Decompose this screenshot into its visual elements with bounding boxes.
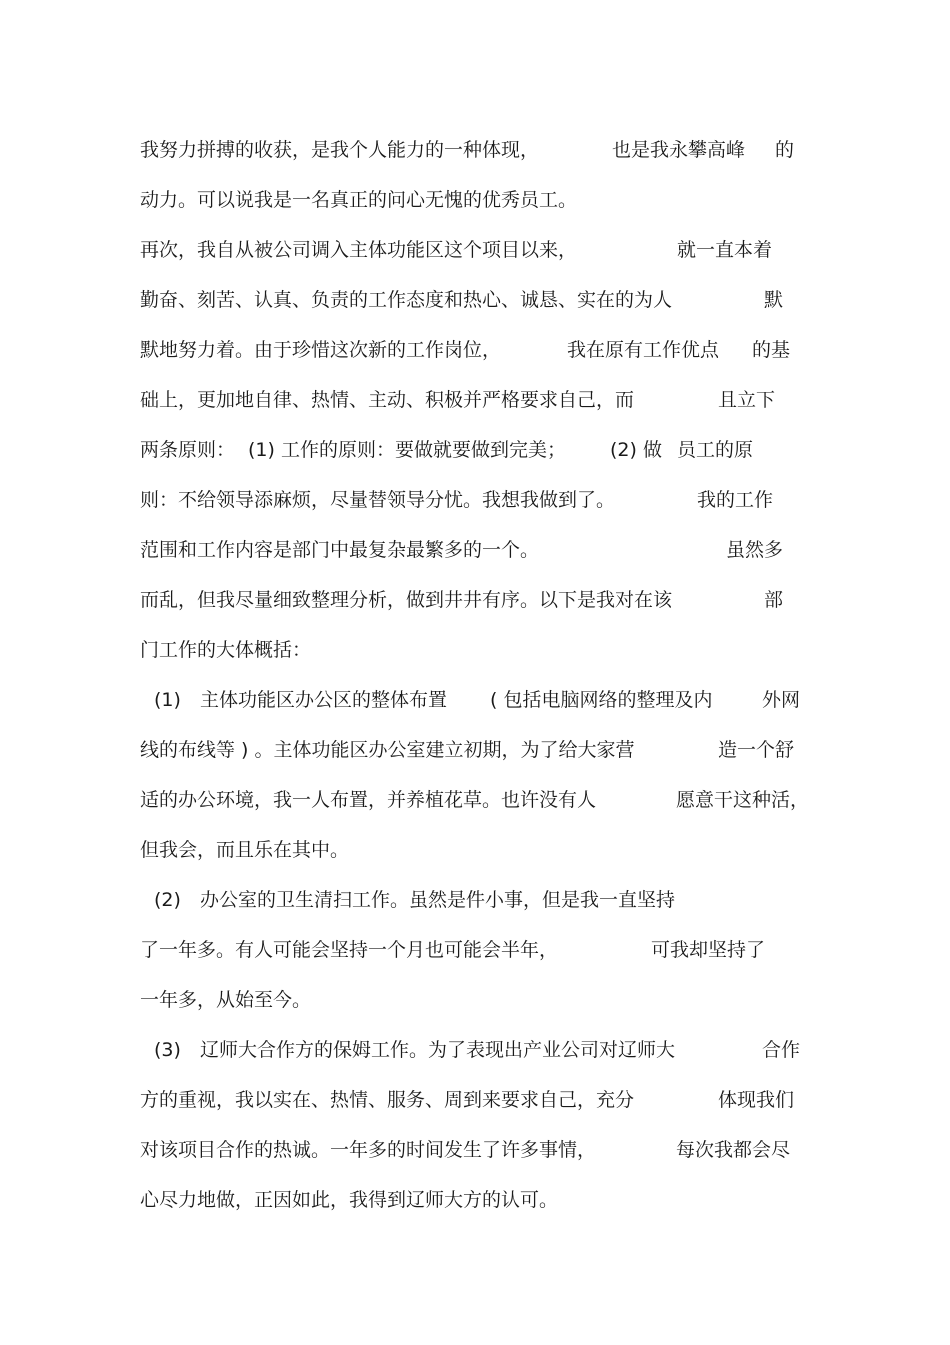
text-line <box>140 1125 820 1175</box>
text-segment: 适的办公环境，我一人布置，并养植花草。也许没有人 <box>140 789 597 811</box>
text-segment: 范围和工作内容是部门中最复杂最繁多的一个。 <box>140 539 540 561</box>
text-segment: (2) 做 <box>610 439 662 461</box>
text-line <box>140 275 820 325</box>
text-line <box>140 525 820 575</box>
text-segment: 础上，更加地自律、热情、主动、积极并严格要求自己，而 <box>140 389 635 411</box>
text-segment: 部 <box>764 589 784 611</box>
text-segment: 一年多，从始至今。 <box>140 989 312 1011</box>
text-segment: 体现我们 <box>718 1089 795 1111</box>
text-segment: 可我却坚持了 <box>651 939 766 961</box>
text-line <box>140 1075 820 1125</box>
text-line <box>140 225 820 275</box>
text-segment: 方的重视，我以实在、热情、服务、周到来要求自己，充分 <box>140 1089 635 1111</box>
text-line <box>140 975 820 1025</box>
text-segment: 且立下 <box>718 389 776 411</box>
text-segment: 的基 <box>752 339 791 361</box>
text-segment: 主体功能区办公区的整体布置 <box>200 689 448 711</box>
text-segment: 造一个舒 <box>718 739 795 761</box>
text-segment: ( 包括电脑网络的整理及内 <box>490 689 713 711</box>
text-segment: 再次，我自从被公司调入主体功能区这个项目以来， <box>140 239 578 261</box>
text-line <box>140 475 820 525</box>
text-segment: 心尽力地做，正因如此，我得到辽师大方的认可。 <box>140 1189 559 1211</box>
text-segment: 也是我永攀高峰 <box>612 139 746 161</box>
text-line <box>140 375 820 425</box>
text-segment: 每次我都会尽 <box>676 1139 791 1161</box>
text-line <box>140 1175 820 1225</box>
text-segment: 对该项目合作的热诚。一年多的时间发生了许多事情， <box>140 1139 597 1161</box>
text-segment: (1) <box>154 689 181 711</box>
text-line <box>140 725 820 775</box>
text-line <box>140 1025 820 1075</box>
text-segment: 动力。可以说我是一名真正的问心无愧的优秀员工。 <box>140 189 578 211</box>
text-segment: 则：不给领导添麻烦，尽量替领导分忧。我想我做到了。 <box>140 489 616 511</box>
text-segment: (1) 工作的原则：要做就要做到完美； <box>248 439 566 461</box>
text-line <box>140 425 820 475</box>
text-segment: 辽师大合作方的保姆工作。为了表现出产业公司对辽师大 <box>200 1039 676 1061</box>
text-line <box>140 575 820 625</box>
text-segment: 但我会，而且乐在其中。 <box>140 839 350 861</box>
text-line <box>140 175 820 225</box>
text-segment: 默地努力着。由于珍惜这次新的工作岗位， <box>140 339 502 361</box>
text-segment: 办公室的卫生清扫工作。虽然是件小事，但是我一直坚持 <box>200 889 676 911</box>
text-segment: 了一年多。有人可能会坚持一个月也可能会半年， <box>140 939 559 961</box>
text-segment: 默 <box>764 289 784 311</box>
text-line <box>140 625 820 675</box>
text-segment: 勤奋、刻苦、认真、负责的工作态度和热心、诚恳、实在的为人 <box>140 289 673 311</box>
text-segment: 我的工作 <box>697 489 774 511</box>
text-segment: 我努力拼搏的收获，是我个人能力的一种体现， <box>140 139 540 161</box>
text-segment: 就一直本着 <box>677 239 773 261</box>
text-segment: 而乱，但我尽量细致整理分析，做到井井有序。以下是我对在该 <box>140 589 673 611</box>
text-line <box>140 675 820 725</box>
text-line <box>140 325 820 375</box>
text-segment: (2) <box>154 889 181 911</box>
text-segment: 员工的原 <box>677 439 754 461</box>
text-segment: 我在原有工作优点 <box>567 339 720 361</box>
text-segment: 外网 <box>762 689 801 711</box>
text-segment: 线的布线等 ) 。主体功能区办公室建立初期，为了给大家营 <box>140 739 635 761</box>
text-line <box>140 875 820 925</box>
text-line <box>140 125 820 175</box>
text-segment: 的 <box>775 139 795 161</box>
text-segment: 两条原则： <box>140 439 236 461</box>
text-segment: 愿意干这种活， <box>676 789 810 811</box>
text-segment: (3) <box>154 1039 181 1061</box>
text-segment: 门工作的大体概括： <box>140 639 312 661</box>
text-line <box>140 825 820 875</box>
text-line <box>140 775 820 825</box>
text-segment: 合作 <box>762 1039 801 1061</box>
text-line <box>140 925 820 975</box>
text-segment: 虽然多 <box>726 539 784 561</box>
